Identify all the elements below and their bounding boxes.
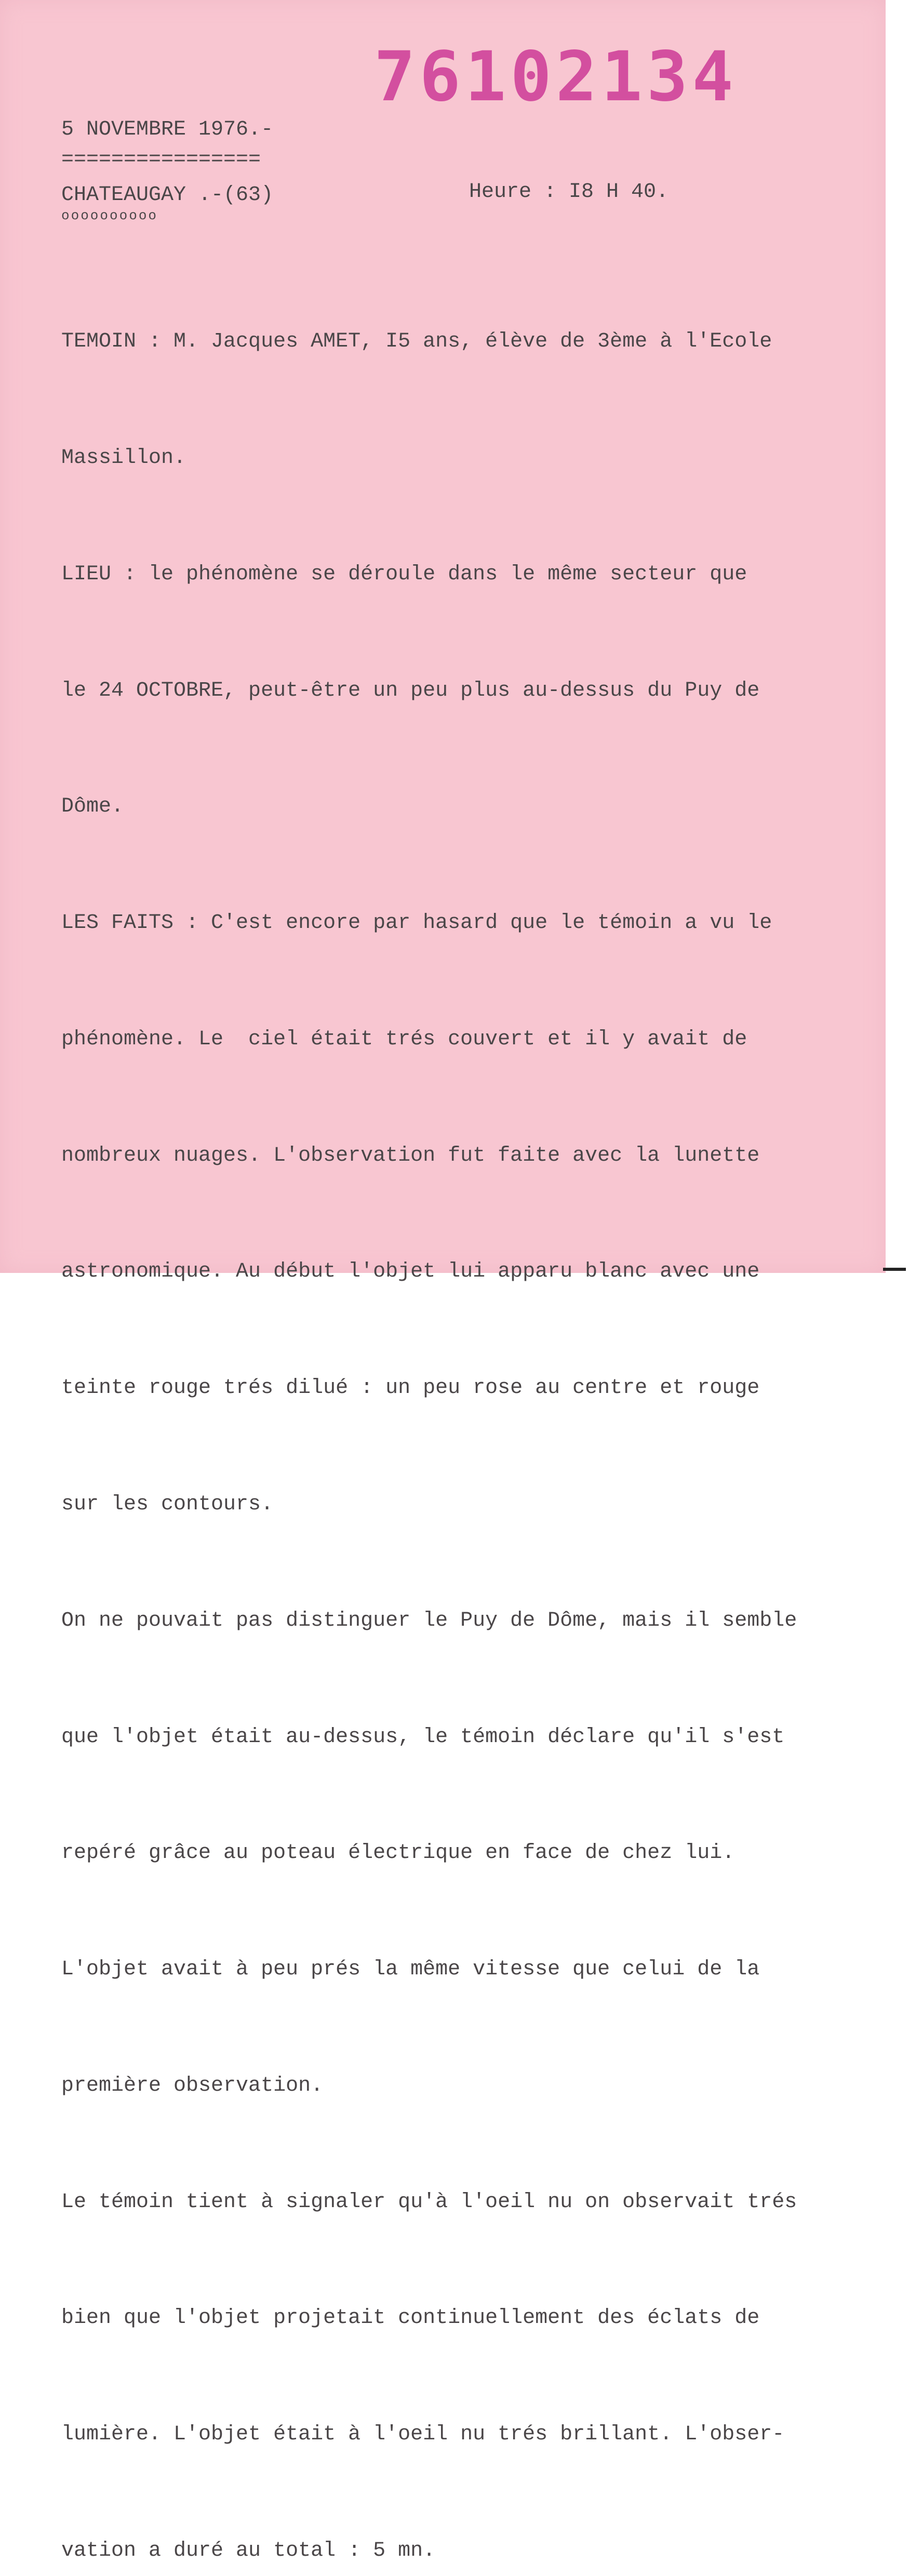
report-body [61, 245, 872, 2576]
body-line: On ne pouvait pas distinguer le Puy de Dôme, mais il semble [61, 1609, 797, 1632]
report-date: 5 NOVEMBRE 1976.- [61, 118, 274, 141]
body-line: TEMOIN : M. Jacques AMET, I5 ans, élève de 3ème à l'Ecole [61, 330, 772, 354]
body-line: phénomène. Le ciel était trés couvert et il y avait de [61, 1027, 747, 1051]
body-line: bien que l'objet projetait continuellement des éclats de [61, 2306, 760, 2330]
body-line: LIEU : le phénomène se déroule dans le même secteur que [61, 562, 747, 586]
body-line: astronomique. Au début l'objet lui apparu blanc avec une [61, 1260, 760, 1284]
report-location: CHATEAUGAY .-(63) [61, 183, 274, 207]
body-line: que l'objet était au-dessus, le témoin déclare qu'il s'est [61, 1725, 785, 1749]
body-line: nombreux nuages. L'observation fut faite avec la lunette [61, 1144, 760, 1167]
body-line: repéré grâce au poteau électrique en face de chez lui. [61, 1841, 735, 1865]
reference-number-stamp: 76102134 [374, 37, 738, 117]
body-line: teinte rouge trés dilué : un peu rose au centre et rouge [61, 1376, 760, 1400]
body-line: LES FAITS : C'est encore par hasard que le témoin a vu le [61, 911, 772, 935]
body-line: première observation. [61, 2074, 324, 2097]
body-line: L'objet avait à peu prés la même vitesse que celui de la [61, 1958, 760, 1982]
location-underline: oooooooooo [61, 208, 158, 223]
body-line: Massillon. [61, 446, 186, 470]
body-line: vation a duré au total : 5 mn. [61, 2539, 436, 2563]
body-line: lumière. L'objet était à l'oeil nu trés brillant. L'obser- [61, 2423, 785, 2447]
body-line: Dôme. [61, 795, 124, 819]
body-line: sur les contours. [61, 1493, 274, 1516]
scan-margin-right [886, 0, 909, 1288]
scan-corner-mark [883, 1268, 906, 1271]
report-time: Heure : I8 H 40. [469, 180, 669, 204]
date-underline: ================ [61, 148, 261, 171]
body-line: Le témoin tient à signaler qu'à l'oeil nu on observait trés [61, 2190, 797, 2214]
body-line: le 24 OCTOBRE, peut-être un peu plus au-dessus du Puy de [61, 679, 760, 702]
